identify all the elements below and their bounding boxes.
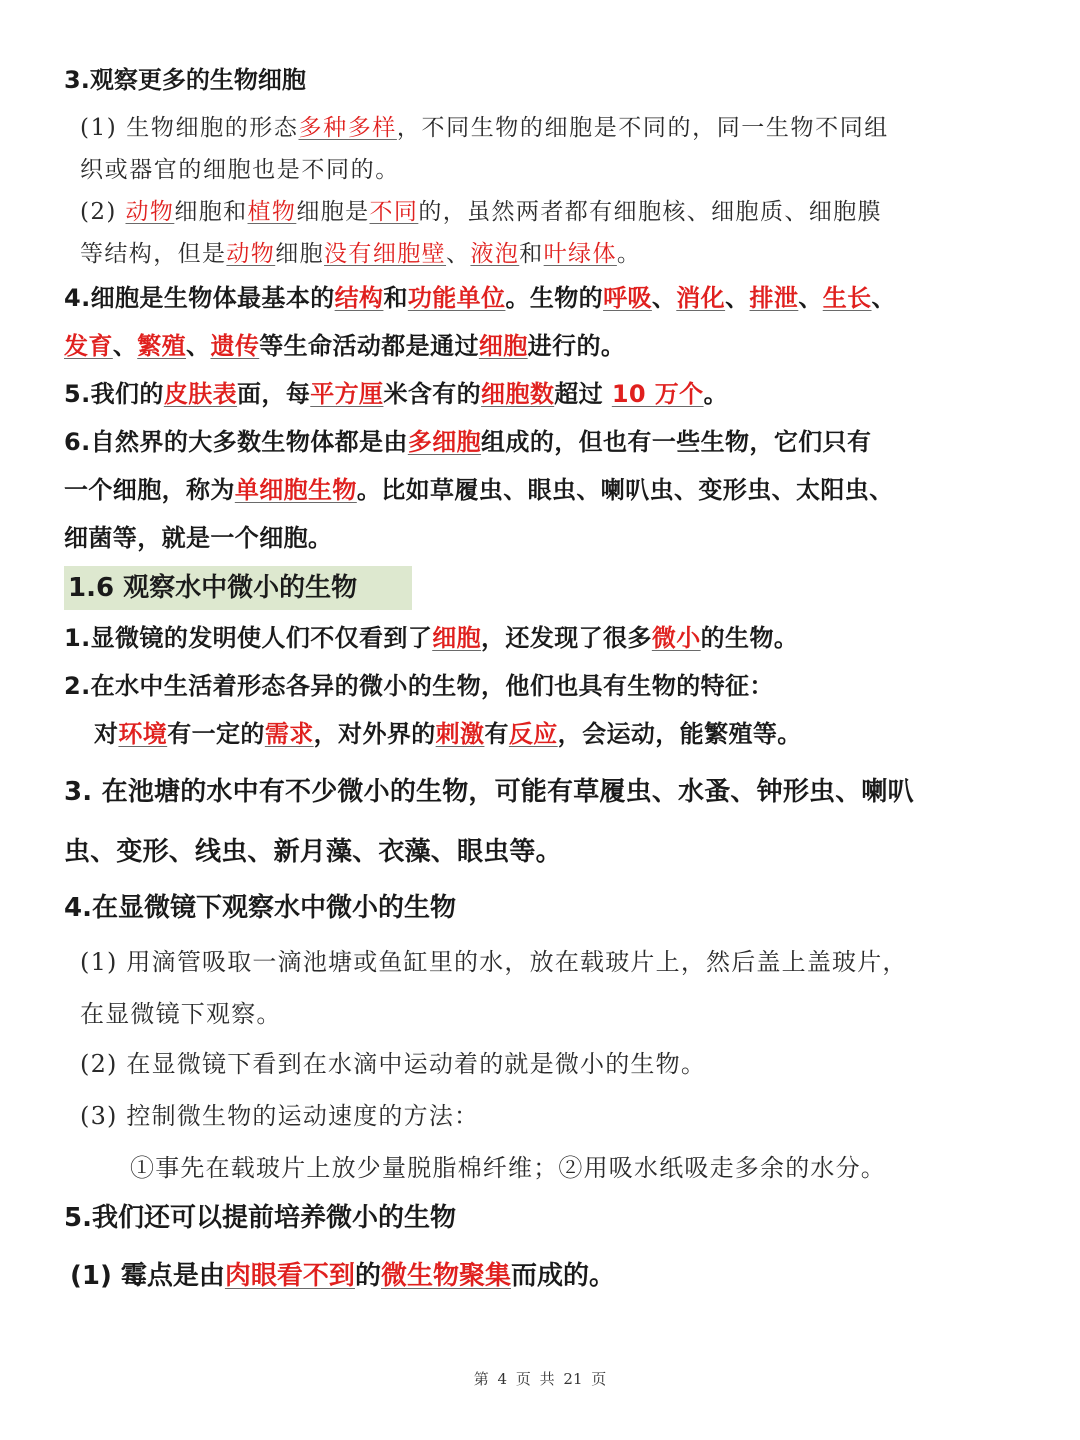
s4-line2 bbox=[64, 328, 625, 364]
footer-ye2: 页 bbox=[591, 1370, 607, 1388]
keyword: 叶绿体 bbox=[543, 241, 617, 267]
page-footer bbox=[0, 1368, 1080, 1389]
text: 等结构，但是 bbox=[80, 241, 227, 267]
w4-p3-methods: ①事先在载玻片上放少量脱脂棉纤维；②用吸水纸吸走多余的水分。 bbox=[130, 1154, 886, 1182]
w5-heading: 5.我们还可以提前培养微小的生物 bbox=[64, 1203, 456, 1233]
keyword: 生长 bbox=[822, 284, 872, 312]
text: 4.细胞是生物体最基本的 bbox=[64, 284, 335, 312]
keyword: 需求 bbox=[264, 720, 314, 748]
w2-line2 bbox=[94, 716, 802, 752]
s6-line3: 细菌等，就是一个细胞。 bbox=[64, 524, 333, 552]
text: 进行的。 bbox=[527, 332, 626, 360]
keyword: 功能单位 bbox=[407, 284, 506, 312]
w4-p2: (2) 在显微镜下看到在水滴中运动着的就是微小的生物。 bbox=[80, 1050, 707, 1078]
text: 、 bbox=[446, 241, 471, 267]
text: 组成的，但也有一些生物，它们只有 bbox=[481, 428, 872, 456]
text: 的，虽然两者都有细胞核、细胞质、细胞膜 bbox=[418, 199, 882, 225]
footer-di: 第 bbox=[473, 1370, 489, 1388]
keyword: 微生物聚集 bbox=[380, 1261, 511, 1291]
text: 有 bbox=[484, 720, 509, 748]
section-1-6-heading: 1.6 观察水中微小的生物 bbox=[64, 566, 412, 610]
keyword: 消化 bbox=[676, 284, 726, 312]
text: 。生物的 bbox=[505, 284, 604, 312]
text: 、 bbox=[725, 284, 750, 312]
footer-total-pages: 21 bbox=[563, 1370, 583, 1388]
w3-line1: 3. 在池塘的水中有不少微小的生物，可能有草履虫、水蚤、钟形虫、喇叭 bbox=[64, 777, 914, 807]
keyword: 不同 bbox=[369, 199, 419, 225]
keyword: 呼吸 bbox=[603, 284, 652, 312]
text: 面，每 bbox=[237, 380, 311, 408]
text: 。比如草履虫、眼虫、喇叭虫、变形虫、太阳虫、 bbox=[356, 476, 894, 504]
text: 细胞和 bbox=[174, 199, 248, 225]
keyword: 没有细胞壁 bbox=[324, 241, 447, 267]
s4-line1 bbox=[64, 280, 896, 316]
keyword: 皮肤表 bbox=[163, 380, 238, 408]
text: 、 bbox=[651, 284, 677, 312]
keyword: 排泄 bbox=[749, 284, 799, 312]
keyword: 多种多样 bbox=[298, 115, 397, 141]
text: 等生命活动都是通过 bbox=[259, 332, 479, 360]
keyword: 细胞 bbox=[478, 332, 528, 360]
text: 、 bbox=[798, 284, 823, 312]
s3-p1-line1 bbox=[80, 110, 889, 146]
text: 、 bbox=[186, 332, 211, 360]
w5-p1 bbox=[70, 1258, 615, 1294]
keyword: 反应 bbox=[508, 720, 558, 748]
s6-line2 bbox=[64, 472, 894, 508]
section-3-heading: 3.观察更多的生物细胞 bbox=[64, 66, 306, 94]
text: 1.显微镜的发明使人们不仅看到了 bbox=[64, 624, 433, 652]
s3-p2-line1 bbox=[80, 194, 882, 230]
keyword: 液泡 bbox=[470, 241, 520, 267]
text: 而成的。 bbox=[510, 1261, 615, 1291]
keyword: 发育 bbox=[64, 332, 113, 360]
keyword: 环境 bbox=[118, 720, 168, 748]
text: (2) bbox=[80, 199, 126, 225]
footer-page-number: 4 bbox=[497, 1370, 508, 1388]
keyword: 遗传 bbox=[210, 332, 260, 360]
text: 。 bbox=[703, 380, 728, 408]
text: 的生物。 bbox=[700, 624, 799, 652]
s5-line bbox=[64, 376, 728, 412]
keyword: 动物 bbox=[125, 199, 175, 225]
text: 对 bbox=[94, 720, 119, 748]
keyword: 平方厘 bbox=[310, 380, 384, 408]
s3-p1-line2: 织或器官的细胞也是不同的。 bbox=[80, 157, 400, 183]
s3-p2-line2 bbox=[80, 236, 641, 272]
keyword: 肉眼看不到 bbox=[224, 1261, 355, 1291]
footer-ye: 页 bbox=[515, 1370, 531, 1388]
w4-heading: 4.在显微镜下观察水中微小的生物 bbox=[64, 893, 456, 923]
text: 、 bbox=[112, 332, 138, 360]
text: 的 bbox=[354, 1261, 381, 1291]
text: 超过 bbox=[554, 380, 612, 408]
text: 一个细胞，称为 bbox=[64, 476, 235, 504]
keyword: 刺激 bbox=[435, 720, 485, 748]
keyword: 植物 bbox=[247, 199, 297, 225]
text: ，不同生物的细胞是不同的，同一生物不同组 bbox=[396, 115, 889, 141]
keyword: 繁殖 bbox=[137, 332, 187, 360]
text: ，会运动，能繁殖等。 bbox=[557, 720, 802, 748]
keyword: 动物 bbox=[226, 241, 276, 267]
w4-p3: (3) 控制微生物的运动速度的方法： bbox=[80, 1102, 480, 1130]
keyword: 结构 bbox=[334, 284, 384, 312]
text: 细胞是 bbox=[296, 199, 370, 225]
text: (1) 生物细胞的形态 bbox=[80, 115, 299, 141]
w4-p1-line2: 在显微镜下观察。 bbox=[80, 1000, 282, 1028]
text: ，对外界的 bbox=[313, 720, 436, 748]
keyword: 微小 bbox=[651, 624, 701, 652]
text: 米含有的 bbox=[383, 380, 482, 408]
text: ，还发现了很多 bbox=[481, 624, 652, 652]
text: (1) 霉点是由 bbox=[70, 1261, 225, 1291]
w4-p1-line1: (1) 用滴管吸取一滴池塘或鱼缸里的水，放在载玻片上，然后盖上盖玻片， bbox=[80, 948, 908, 976]
keyword: 多细胞 bbox=[407, 428, 482, 456]
text: 细胞 bbox=[275, 241, 325, 267]
s6-line1 bbox=[64, 424, 871, 460]
keyword: 10 万个 bbox=[611, 380, 704, 408]
keyword: 细胞 bbox=[432, 624, 482, 652]
keyword: 细胞数 bbox=[481, 380, 555, 408]
text: 5.我们的 bbox=[64, 380, 164, 408]
text: 和 bbox=[383, 284, 408, 312]
text: 。 bbox=[616, 241, 642, 267]
w1-line bbox=[64, 620, 798, 656]
text: 有一定的 bbox=[167, 720, 265, 748]
keyword: 单细胞生物 bbox=[234, 476, 357, 504]
text: 、 bbox=[871, 284, 896, 312]
footer-gong: 共 bbox=[539, 1370, 555, 1388]
text: 6.自然界的大多数生物体都是由 bbox=[64, 428, 408, 456]
w3-line2: 虫、变形、线虫、新月藻、衣藻、眼虫等。 bbox=[64, 837, 562, 867]
w2-line1: 2.在水中生活着形态各异的微小的生物，他们也具有生物的特征： bbox=[64, 672, 774, 700]
text: 和 bbox=[519, 241, 544, 267]
